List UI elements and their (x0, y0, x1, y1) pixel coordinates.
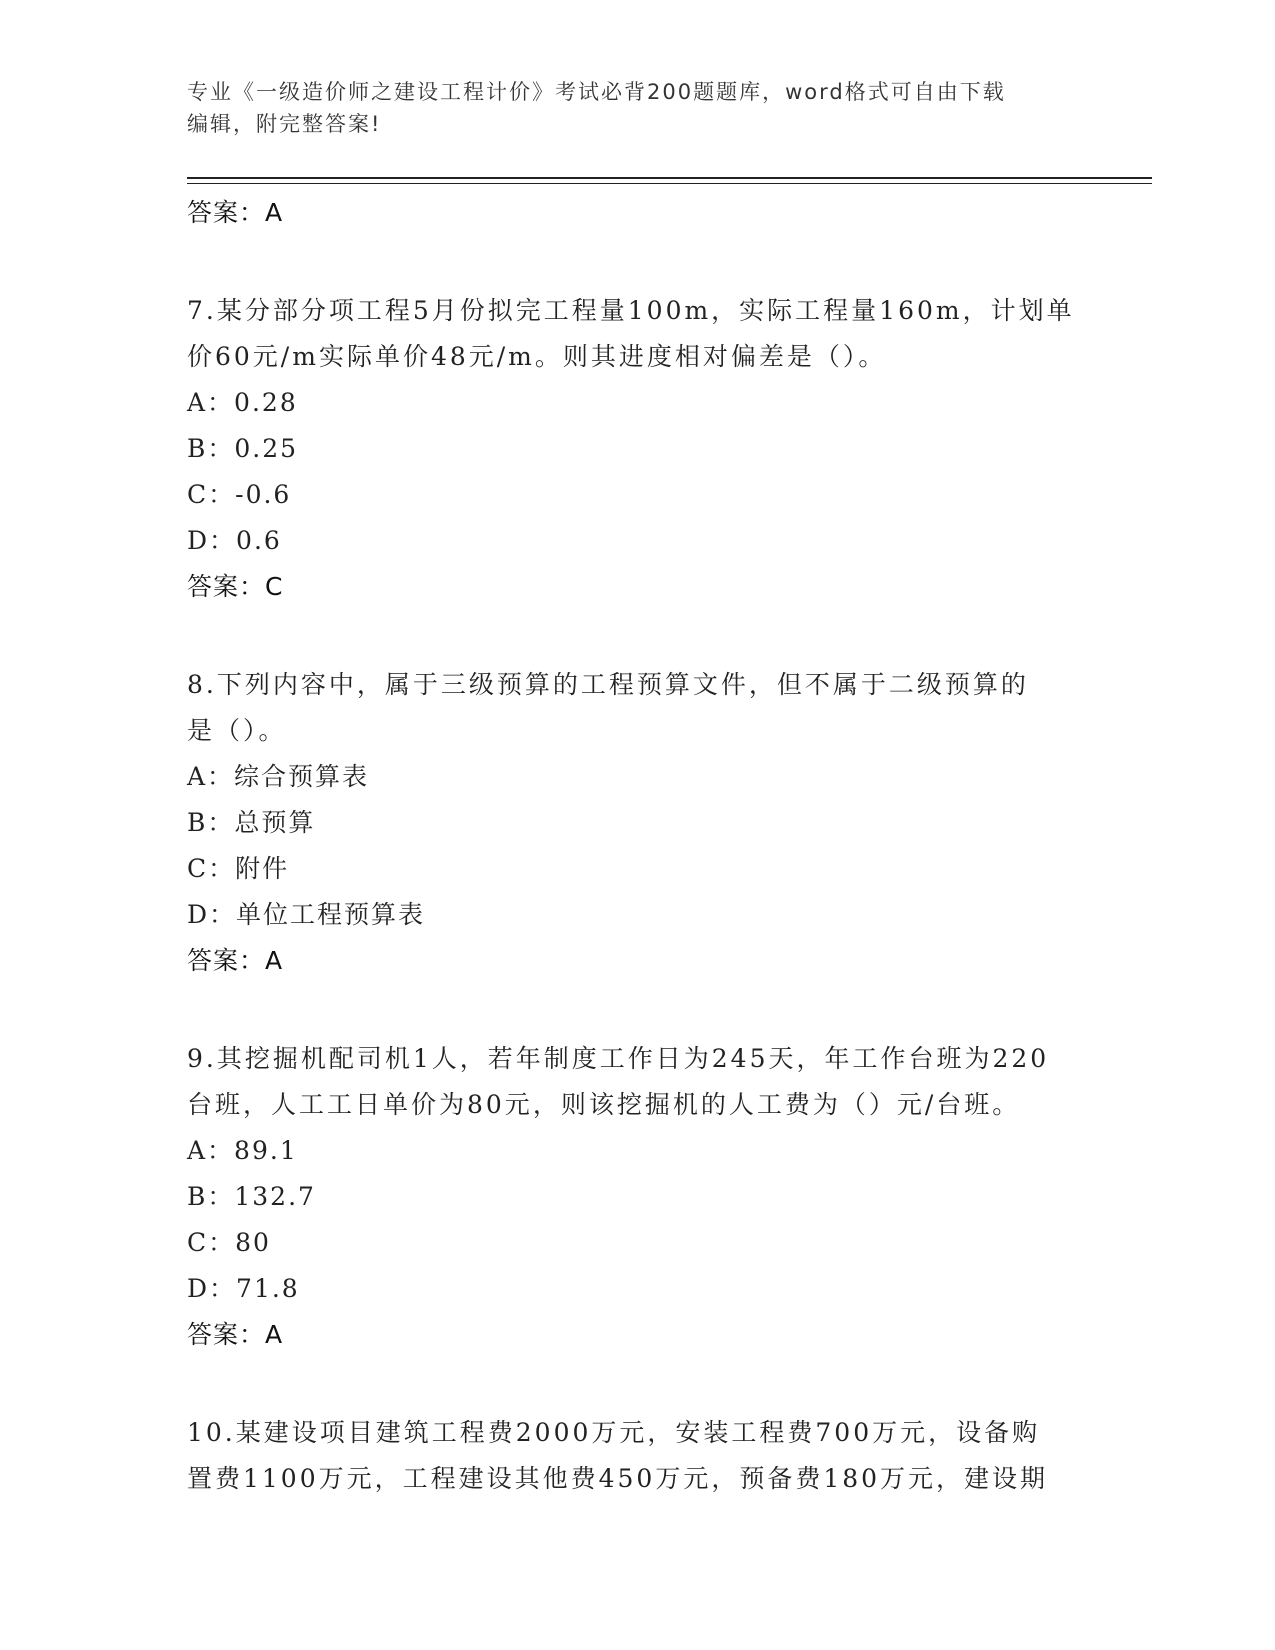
option-d: D：71.8 (187, 1274, 300, 1303)
header-line-1: 专业《一级造价师之建设工程计价》考试必背200题题库，word格式可自由下载 (187, 80, 1006, 104)
option-d: D：单位工程预算表 (187, 900, 426, 929)
option-b: B：总预算 (187, 808, 316, 837)
stem-line: 置费1100万元，工程建设其他费450万元，预备费180万元，建设期 (187, 1464, 1049, 1493)
document-header (187, 76, 1087, 140)
stem-line: 8.下列内容中，属于三级预算的工程预算文件，但不属于二级预算的 (187, 670, 1029, 699)
stem-line: 台班，人工工日单价为80元，则该挖掘机的人工费为（）元/台班。 (187, 1090, 1021, 1119)
answer-line: 答案：A (187, 1320, 284, 1349)
question-10 (187, 1410, 1087, 1502)
option-a: A：89.1 (187, 1136, 298, 1165)
header-line-2: 编辑，附完整答案! (187, 112, 382, 136)
stem-line: 7.某分部分项工程5月份拟完工程量100m，实际工程量160m，计划单 (187, 296, 1075, 325)
question-7 (187, 288, 1087, 610)
header-rule-thick (187, 177, 1152, 179)
option-b: B：0.25 (187, 434, 299, 463)
header-rule-thin (187, 183, 1152, 184)
answer-line: 答案：A (187, 198, 284, 227)
question-stem (187, 1036, 1087, 1128)
stem-line: 价60元/m实际单价48元/m。则其进度相对偏差是（）。 (187, 342, 887, 371)
question-8 (187, 662, 1087, 984)
option-c: C：80 (187, 1228, 271, 1257)
option-c: C：-0.6 (187, 480, 292, 509)
stem-line: 9.其挖掘机配司机1人，若年制度工作日为245天，年工作台班为220 (187, 1044, 1050, 1073)
option-c: C：附件 (187, 854, 290, 883)
answer-line: 答案：C (187, 572, 284, 601)
question-9 (187, 1036, 1087, 1358)
answer-line: 答案：A (187, 946, 284, 975)
stem-line: 是（）。 (187, 716, 287, 745)
option-d: D：0.6 (187, 526, 282, 555)
question-stem (187, 662, 1087, 754)
question-stem (187, 1410, 1087, 1502)
question-stem (187, 288, 1087, 380)
stem-line: 10.某建设项目建筑工程费2000万元，安装工程费700万元，设备购 (187, 1418, 1041, 1447)
option-b: B：132.7 (187, 1182, 316, 1211)
option-a: A：0.28 (187, 388, 298, 417)
document-body (187, 190, 1087, 1502)
option-a: A：综合预算表 (187, 762, 370, 791)
